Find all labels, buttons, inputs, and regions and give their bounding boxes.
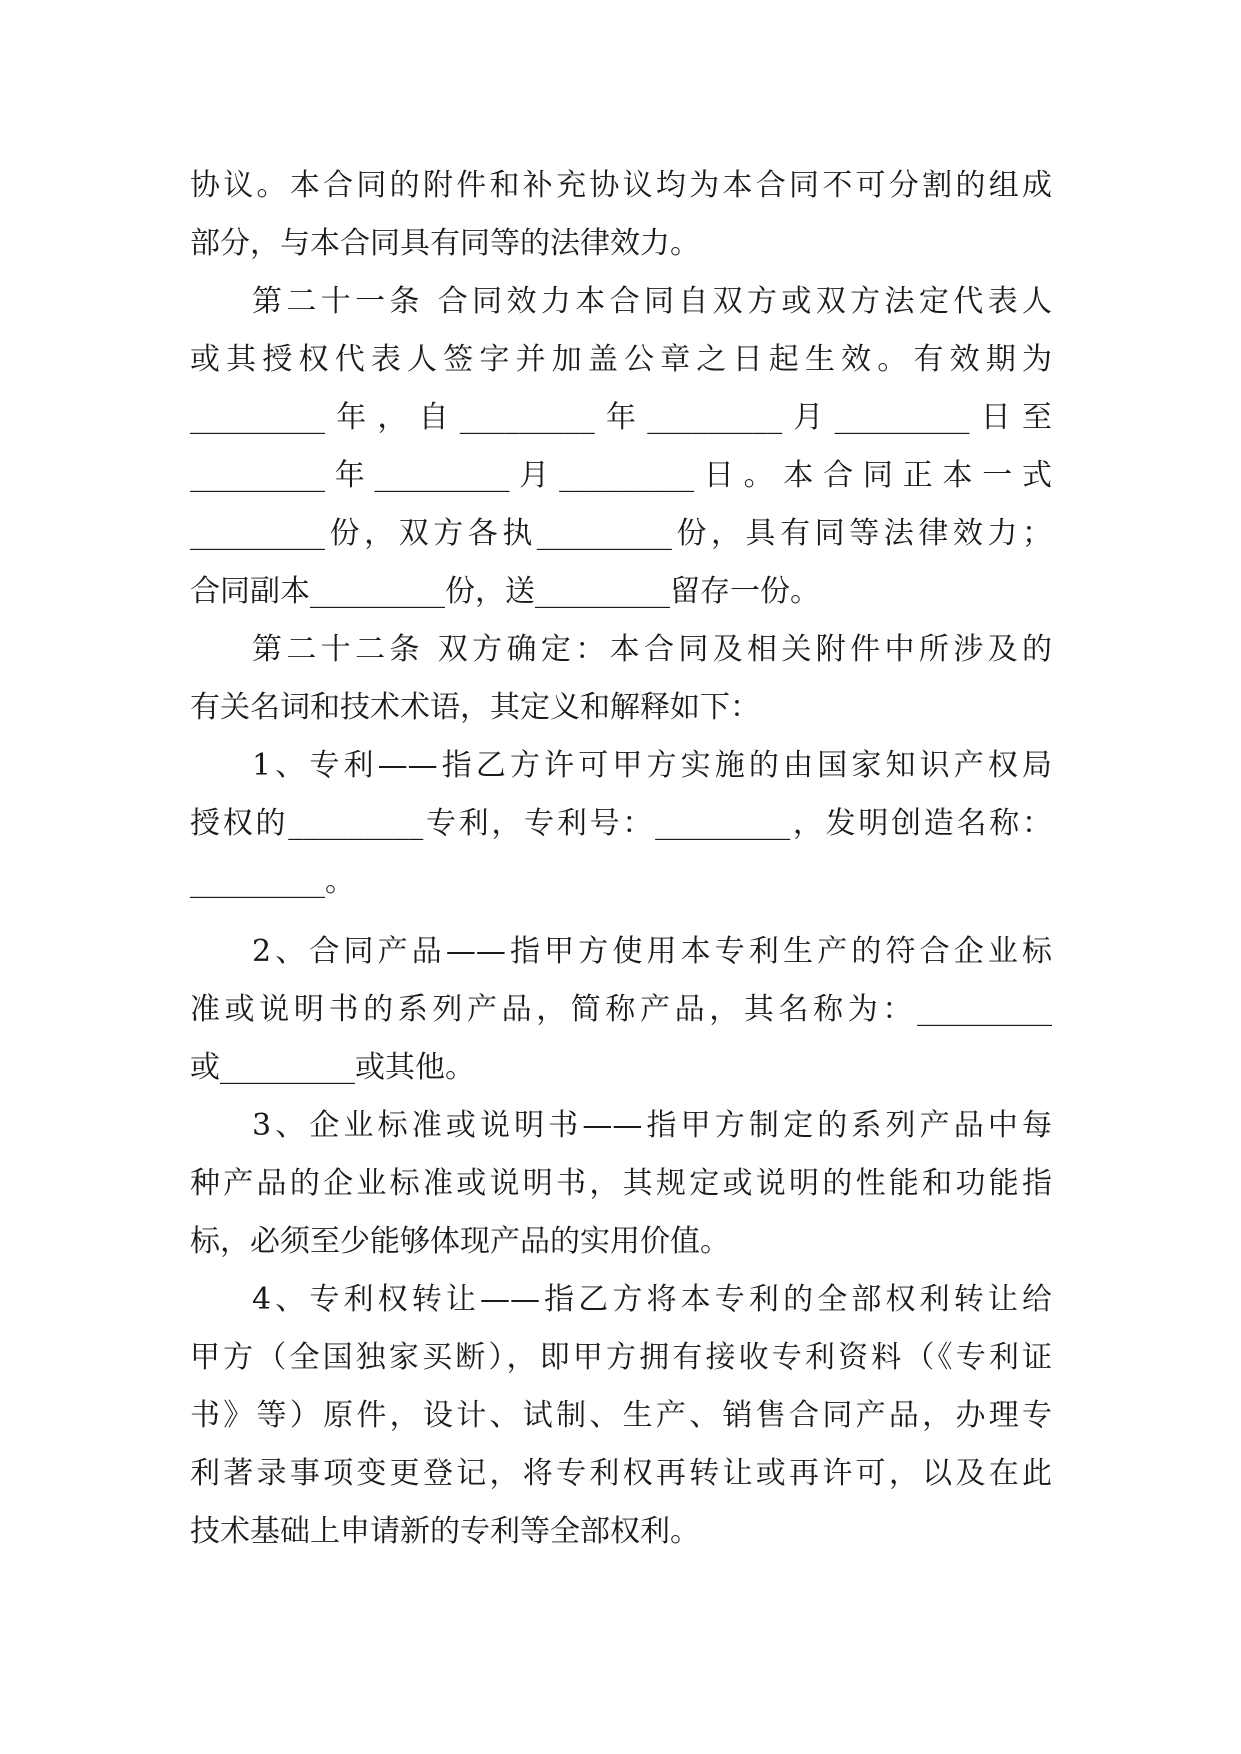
paragraph-line: _________。 — [190, 864, 355, 899]
paragraph-line: 种产品的企业标准或说明书，其规定或说明的性能和功能指 — [190, 1166, 1052, 1201]
definition-1-line: 1、专利——指乙方许可甲方实施的由国家知识产权局 — [252, 748, 1052, 783]
clause-21-heading-line: 第二十一条 合同效力本合同自双方或双方法定代表人 — [252, 284, 1052, 319]
paragraph-line: 或_________或其他。 — [190, 1050, 475, 1085]
definition-2-line: 2、合同产品——指甲方使用本专利生产的符合企业标 — [252, 934, 1052, 969]
paragraph-line: 授权的_________专利，专利号：_________，发明创造名称： — [190, 806, 1052, 841]
document-body — [190, 157, 1052, 1561]
paragraph-line: 或其授权代表人签字并加盖公章之日起生效。有效期为 — [190, 342, 1052, 377]
paragraph-line: 甲方（全国独家买断），即甲方拥有接收专利资料（《专利证 — [190, 1340, 1052, 1375]
paragraph-line: _________年_________月_________日。本合同正本一式 — [190, 458, 1052, 493]
paragraph-line: 利著录事项变更登记，将专利权再转让或再许可，以及在此 — [190, 1456, 1052, 1491]
paragraph-line: 部分，与本合同具有同等的法律效力。 — [190, 226, 700, 261]
paragraph-line: 书》等）原件，设计、试制、生产、销售合同产品，办理专 — [190, 1398, 1052, 1433]
paragraph-line: _________份，双方各执_________份，具有同等法律效力； — [190, 516, 1052, 551]
paragraph-line: 合同副本_________份，送_________留存一份。 — [190, 574, 820, 609]
paragraph-line: 协议。本合同的附件和补充协议均为本合同不可分割的组成 — [190, 168, 1052, 203]
paragraph-line: 技术基础上申请新的专利等全部权利。 — [190, 1514, 700, 1549]
clause-22-heading-line: 第二十二条 双方确定：本合同及相关附件中所涉及的 — [252, 632, 1052, 667]
definition-4-line: 4、专利权转让——指乙方将本专利的全部权利转让给 — [252, 1282, 1052, 1317]
paragraph-line: 有关名词和技术术语，其定义和解释如下： — [190, 690, 760, 725]
definition-3-line: 3、企业标准或说明书——指甲方制定的系列产品中每 — [252, 1108, 1052, 1143]
paragraph-line: _________年，自_________年_________月_________日至 — [190, 400, 1052, 435]
paragraph-line: 标，必须至少能够体现产品的实用价值。 — [190, 1224, 730, 1259]
paragraph-line: 准或说明书的系列产品，简称产品，其名称为：_________ — [190, 992, 1052, 1027]
